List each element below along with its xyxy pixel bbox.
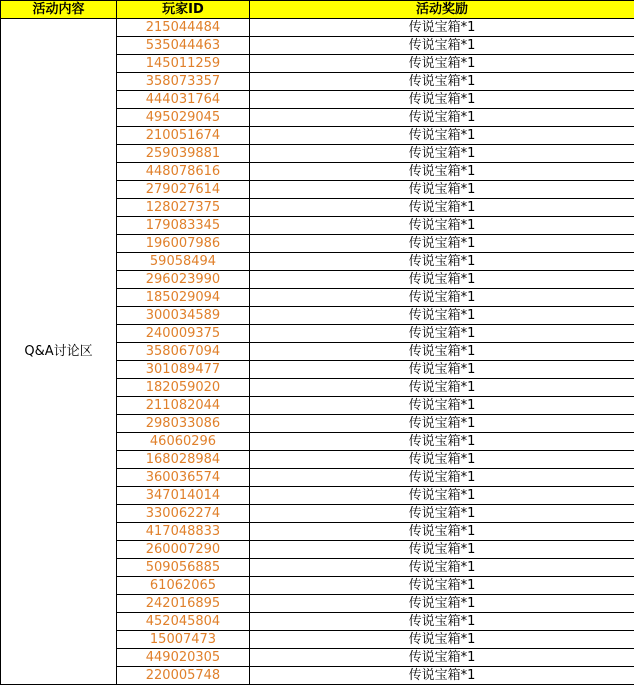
reward-cell: 传说宝箱*1 <box>250 145 634 163</box>
player-id-cell: 495029045 <box>117 109 250 127</box>
reward-cell: 传说宝箱*1 <box>250 379 634 397</box>
player-id-cell: 360036574 <box>117 469 250 487</box>
player-id-cell: 347014014 <box>117 487 250 505</box>
reward-cell: 传说宝箱*1 <box>250 217 634 235</box>
reward-cell: 传说宝箱*1 <box>250 109 634 127</box>
reward-cell: 传说宝箱*1 <box>250 577 634 595</box>
reward-cell: 传说宝箱*1 <box>250 37 634 55</box>
player-id-cell: 301089477 <box>117 361 250 379</box>
player-id-cell: 215044484 <box>117 19 250 37</box>
reward-cell: 传说宝箱*1 <box>250 667 634 685</box>
reward-cell: 传说宝箱*1 <box>250 19 634 37</box>
header-row <box>1 1 634 19</box>
reward-cell: 传说宝箱*1 <box>250 361 634 379</box>
reward-cell: 传说宝箱*1 <box>250 415 634 433</box>
reward-cell: 传说宝箱*1 <box>250 55 634 73</box>
player-id-cell: 168028984 <box>117 451 250 469</box>
player-id-cell: 330062274 <box>117 505 250 523</box>
player-id-cell: 298033086 <box>117 415 250 433</box>
activity-cell: Q&A讨论区 <box>1 19 117 685</box>
player-id-cell: 260007290 <box>117 541 250 559</box>
reward-cell: 传说宝箱*1 <box>250 199 634 217</box>
player-id-cell: 240009375 <box>117 325 250 343</box>
player-id-cell: 259039881 <box>117 145 250 163</box>
reward-cell: 传说宝箱*1 <box>250 127 634 145</box>
player-id-cell: 296023990 <box>117 271 250 289</box>
player-id-cell: 128027375 <box>117 199 250 217</box>
reward-cell: 传说宝箱*1 <box>250 451 634 469</box>
player-id-cell: 220005748 <box>117 667 250 685</box>
player-id-cell: 182059020 <box>117 379 250 397</box>
player-id-cell: 358073357 <box>117 73 250 91</box>
player-id-cell: 300034589 <box>117 307 250 325</box>
player-id-cell: 211082044 <box>117 397 250 415</box>
reward-cell: 传说宝箱*1 <box>250 433 634 451</box>
player-id-cell: 46060296 <box>117 433 250 451</box>
player-id-cell: 145011259 <box>117 55 250 73</box>
reward-cell: 传说宝箱*1 <box>250 181 634 199</box>
player-id-cell: 535044463 <box>117 37 250 55</box>
reward-cell: 传说宝箱*1 <box>250 469 634 487</box>
reward-cell: 传说宝箱*1 <box>250 289 634 307</box>
reward-cell: 传说宝箱*1 <box>250 523 634 541</box>
player-id-cell: 417048833 <box>117 523 250 541</box>
reward-cell: 传说宝箱*1 <box>250 73 634 91</box>
reward-cell: 传说宝箱*1 <box>250 397 634 415</box>
player-id-cell: 449020305 <box>117 649 250 667</box>
player-id-cell: 179083345 <box>117 217 250 235</box>
reward-cell: 传说宝箱*1 <box>250 541 634 559</box>
header-activity: 活动内容 <box>1 1 117 19</box>
reward-cell: 传说宝箱*1 <box>250 505 634 523</box>
header-player-id: 玩家ID <box>117 1 250 19</box>
player-id-cell: 185029094 <box>117 289 250 307</box>
reward-cell: 传说宝箱*1 <box>250 595 634 613</box>
player-id-cell: 59058494 <box>117 253 250 271</box>
reward-cell: 传说宝箱*1 <box>250 91 634 109</box>
reward-cell: 传说宝箱*1 <box>250 631 634 649</box>
reward-cell: 传说宝箱*1 <box>250 649 634 667</box>
reward-cell: 传说宝箱*1 <box>250 307 634 325</box>
header-reward: 活动奖励 <box>250 1 634 19</box>
player-id-cell: 210051674 <box>117 127 250 145</box>
reward-cell: 传说宝箱*1 <box>250 613 634 631</box>
reward-cell: 传说宝箱*1 <box>250 325 634 343</box>
player-id-cell: 452045804 <box>117 613 250 631</box>
player-id-cell: 61062065 <box>117 577 250 595</box>
table-row <box>1 19 634 37</box>
table-body <box>1 19 634 685</box>
reward-cell: 传说宝箱*1 <box>250 343 634 361</box>
player-id-cell: 358067094 <box>117 343 250 361</box>
player-id-cell: 242016895 <box>117 595 250 613</box>
player-id-cell: 509056885 <box>117 559 250 577</box>
reward-cell: 传说宝箱*1 <box>250 253 634 271</box>
player-id-cell: 196007986 <box>117 235 250 253</box>
reward-cell: 传说宝箱*1 <box>250 235 634 253</box>
player-id-cell: 15007473 <box>117 631 250 649</box>
reward-cell: 传说宝箱*1 <box>250 559 634 577</box>
reward-cell: 传说宝箱*1 <box>250 163 634 181</box>
player-id-cell: 279027614 <box>117 181 250 199</box>
player-id-cell: 448078616 <box>117 163 250 181</box>
reward-cell: 传说宝箱*1 <box>250 271 634 289</box>
reward-cell: 传说宝箱*1 <box>250 487 634 505</box>
player-id-cell: 444031764 <box>117 91 250 109</box>
